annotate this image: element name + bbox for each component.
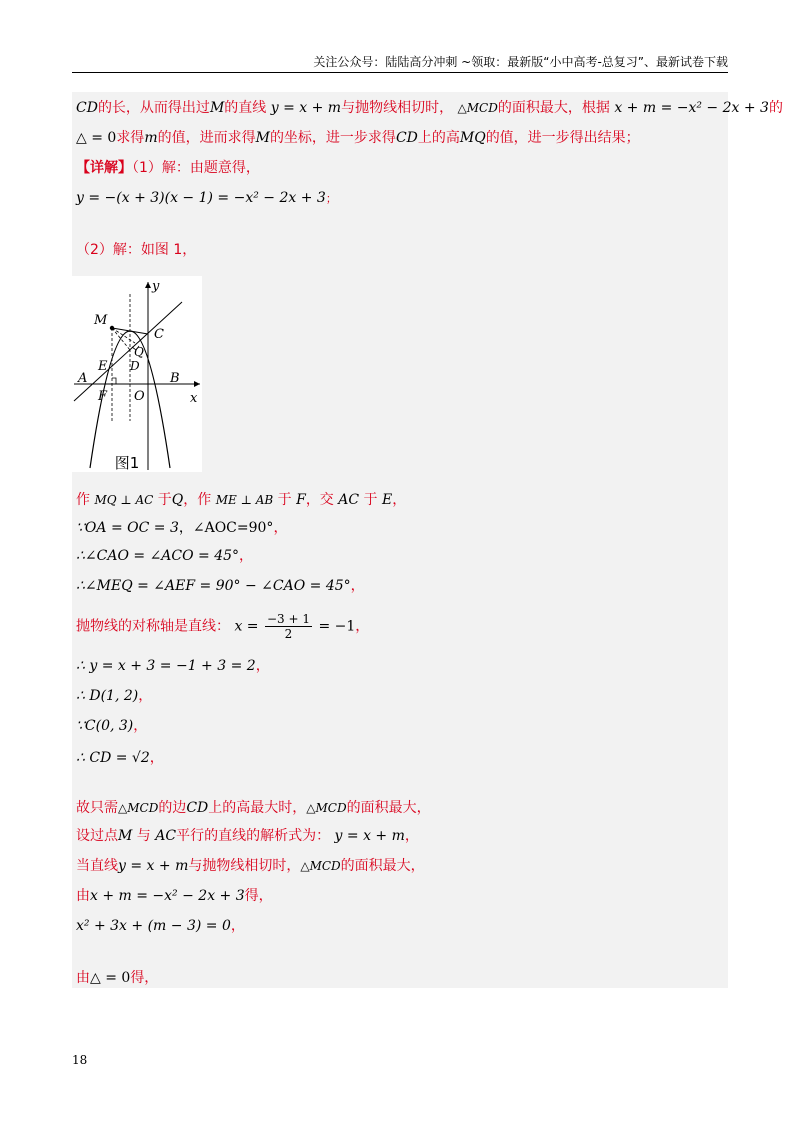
text-line-9: [76, 576, 365, 596]
text-line-17: [76, 856, 425, 876]
header-rule: [72, 72, 728, 73]
text: 的边: [158, 800, 187, 816]
label-c: C: [154, 327, 164, 342]
math-eq: x + m = −x² − 2x + 3: [90, 888, 245, 904]
math-line-eq: y = x + m: [334, 828, 405, 844]
label-f: F: [98, 389, 108, 404]
text: 的直线: [224, 100, 267, 116]
text: ，交: [305, 492, 334, 508]
text: 与抛物线相切时，: [188, 858, 301, 874]
parabola-diagram: [72, 276, 202, 472]
text: ，: [133, 718, 148, 734]
text-line-15: [76, 798, 431, 818]
math-cd-length: ∴ CD = √2: [76, 750, 150, 766]
text: 的面积最大，: [340, 858, 425, 874]
math-q: Q: [171, 492, 184, 508]
text: 故只需: [76, 800, 118, 816]
text-line-10: [76, 612, 369, 641]
math-result: = −1: [318, 618, 356, 635]
x-axis-arrow: [194, 381, 200, 387]
text: ，: [355, 618, 370, 635]
figure-caption: 图1: [114, 454, 140, 472]
math-ac: AC: [338, 492, 360, 508]
label-q: Q: [134, 345, 144, 359]
text-line-12: [76, 686, 152, 706]
math-delta: △ = 0: [90, 970, 131, 986]
label-x: x: [190, 391, 198, 406]
text: ，作: [183, 492, 212, 508]
math-cd: CD: [395, 130, 418, 146]
math-y-value: ∴ y = x + 3 = −1 + 3 = 2: [76, 658, 256, 674]
text: 的值，进一步得出结果；: [485, 130, 640, 146]
text: ，: [273, 520, 288, 536]
text: 抛物线的对称轴是直线：: [76, 618, 230, 635]
text: ，: [138, 688, 153, 704]
text-line-2: [76, 128, 640, 148]
text: ；: [325, 192, 337, 205]
text-line-13: [76, 716, 147, 736]
math-x-eq: x =: [234, 618, 259, 635]
segment-mc: [112, 328, 148, 334]
text: 上的高: [417, 130, 460, 146]
text: 与抛物线相切时，: [341, 100, 454, 116]
text: 的值，进而求得: [157, 130, 256, 146]
text: 上的高最大时，: [208, 800, 307, 816]
text-line-19: [76, 916, 245, 936]
text: 于: [157, 492, 172, 508]
text: ，: [255, 658, 270, 674]
text: 设过点: [76, 828, 118, 844]
math-f: F: [296, 492, 306, 508]
math-mq-perp-ac: MQ ⊥ AC: [94, 493, 154, 507]
math-triangle: △MCD: [118, 801, 159, 815]
math-cd: CD: [76, 100, 98, 116]
text: 当直线: [76, 858, 118, 874]
text: 与: [136, 828, 151, 844]
page-number: 18: [72, 1053, 88, 1067]
math-point-c: ∵C(0, 3): [76, 718, 134, 734]
math-m: m: [144, 130, 158, 146]
label-a: A: [78, 371, 88, 386]
text: 求得: [116, 130, 145, 146]
text: ，: [149, 750, 164, 766]
label-o: O: [134, 389, 145, 404]
text: 平行的直线的解析式为：: [176, 828, 331, 844]
math-fraction: [265, 612, 312, 641]
text: 的长，从而得出过: [97, 100, 210, 116]
text: 的面积最大，: [346, 800, 431, 816]
text: 由: [76, 970, 90, 986]
text-line-6: [76, 490, 406, 510]
solution-content: [72, 92, 783, 988]
text: ，: [350, 578, 365, 594]
text-line-18: [76, 886, 273, 906]
math-line-eq: y = x + m: [118, 858, 189, 874]
math-cd: CD: [186, 800, 209, 816]
text: 作: [76, 492, 90, 508]
math-eq: x + m = −x² − 2x + 3: [614, 100, 769, 116]
label-m: M: [94, 313, 108, 328]
text-line-14: [76, 748, 164, 768]
text: ，: [404, 828, 419, 844]
label-y: y: [152, 279, 160, 294]
text: 得，: [130, 970, 159, 986]
math-quadratic: x² + 3x + (m − 3) = 0: [76, 918, 231, 934]
math-triangle: △MCD: [300, 859, 341, 873]
text: 于: [277, 492, 292, 508]
text: （2）解：如图 1，: [76, 242, 197, 258]
text-line-4: [76, 188, 337, 209]
math-me-perp-ab: ME ⊥ AB: [215, 493, 274, 507]
page-header: 关注公众号：陆陆高分冲刺 ~领取：最新版“小中高考-总复习”、最新试卷下载: [313, 55, 728, 69]
math-angle-aoc: ，∠AOC=90°: [178, 520, 274, 536]
text: 于: [363, 492, 378, 508]
text: 的: [768, 100, 783, 116]
text: 得，: [244, 888, 273, 904]
math-triangle: △MCD: [457, 101, 498, 115]
math-point-d: ∴ D(1, 2): [76, 688, 139, 704]
math-delta: △ = 0: [76, 130, 117, 146]
math-mq: MQ: [459, 130, 486, 146]
text-line-7: [76, 518, 287, 538]
text: 的面积最大，根据: [497, 100, 610, 116]
math-oa-oc: ∵OA = OC = 3: [76, 520, 179, 536]
right-angle-f: [112, 378, 116, 384]
math-triangle: △MCD: [306, 801, 347, 815]
math-m: M: [255, 130, 270, 146]
fraction-denominator: 2: [284, 627, 293, 641]
text-line-8: [76, 546, 253, 566]
text-line-5: [76, 240, 196, 260]
math-line-eq: y = x + m: [270, 100, 342, 116]
figure-1: [72, 276, 202, 472]
math-angle-cao: ∴∠CAO = ∠ACO = 45°: [76, 548, 240, 564]
math-ac: AC: [155, 828, 177, 844]
y-axis-arrow: [145, 282, 151, 288]
text-line-20: [76, 968, 158, 988]
text: ，: [392, 492, 407, 508]
label-e: E: [98, 359, 108, 374]
text: （1）解：由题意得，: [132, 160, 260, 176]
math-e: E: [382, 492, 393, 508]
text: 由: [76, 888, 90, 904]
math-parabola: y = −(x + 3)(x − 1) = −x² − 2x + 3: [76, 190, 326, 206]
text: ，: [230, 918, 245, 934]
label-d: D: [130, 359, 140, 373]
label-b: B: [170, 371, 180, 386]
text-line-16: [76, 826, 419, 846]
math-m: M: [118, 828, 133, 844]
text-line-3: [76, 158, 260, 178]
text-line-1: [76, 98, 783, 118]
text: ，: [239, 548, 254, 564]
math-angle-meq: ∴∠MEQ = ∠AEF = 90° − ∠CAO = 45°: [76, 578, 351, 594]
text: 的坐标，进一步求得: [269, 130, 396, 146]
text-line-11: [76, 656, 270, 676]
fraction-numerator: −3 + 1: [266, 612, 310, 626]
detail-tag: 【详解】: [76, 160, 132, 176]
line-ac: [74, 302, 182, 401]
math-m: M: [209, 100, 225, 116]
